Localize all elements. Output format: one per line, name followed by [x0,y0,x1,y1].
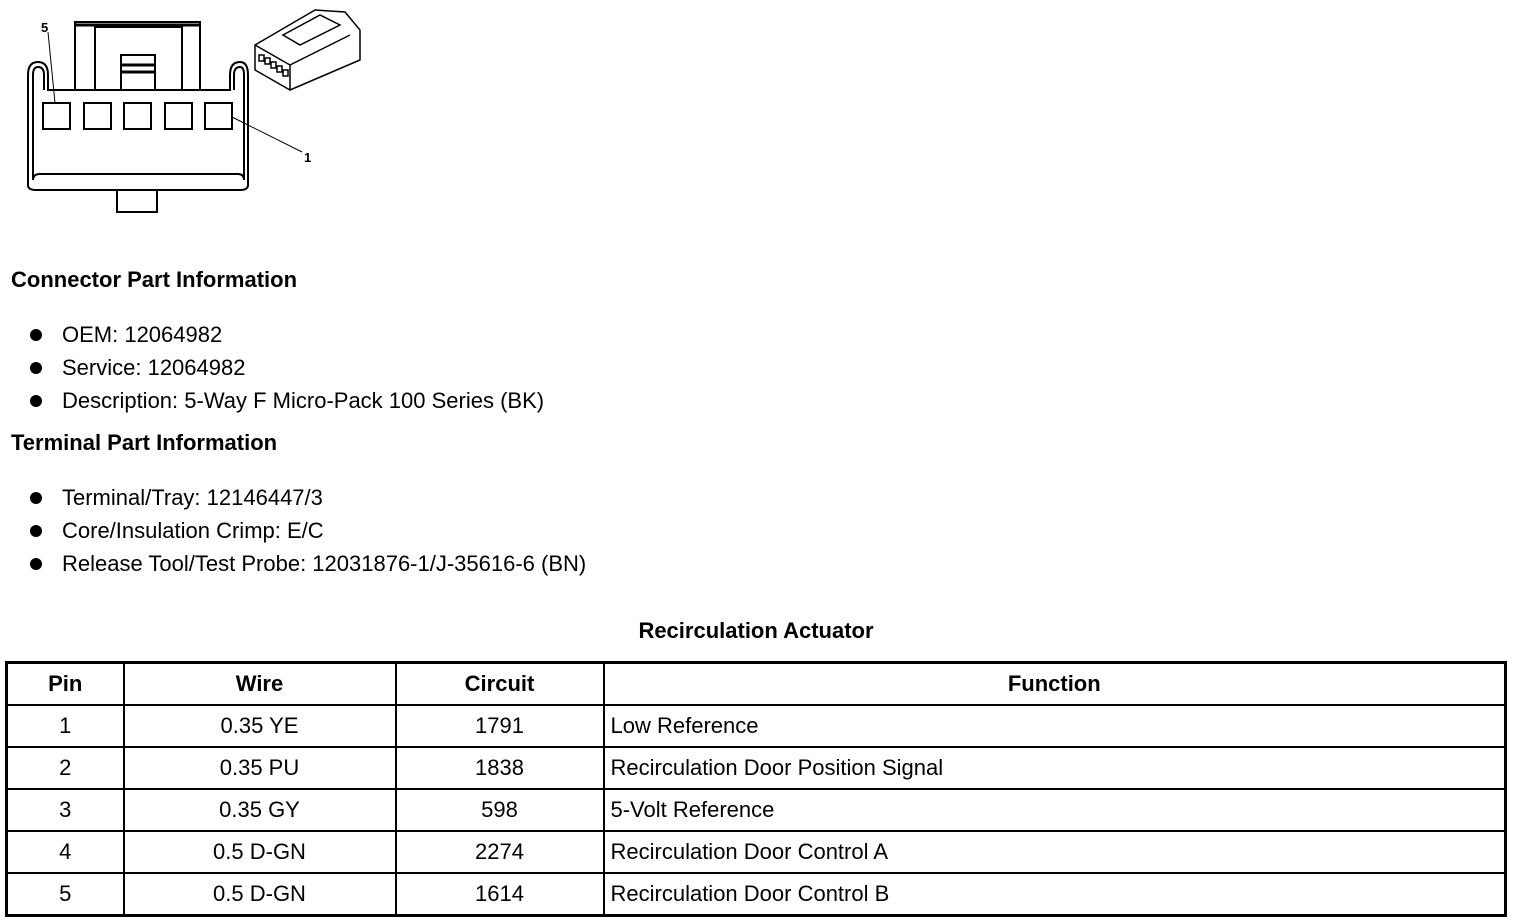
terminal-heading: Terminal Part Information [11,430,278,455]
header-function: Function [604,663,1506,706]
header-pin: Pin [7,663,124,706]
header-circuit: Circuit [396,663,604,706]
list-item: Release Tool/Test Probe: 12031876-1/J-35616-6 (BN) [26,547,586,580]
connector-diagram [0,0,380,220]
table-row [7,873,1506,916]
function-cell: Recirculation Door Control B [604,873,1506,916]
list-item: Description: 5-Way F Micro-Pack 100 Series (BK) [26,384,544,417]
pin-1-label: 1 [304,150,312,165]
list-item: OEM: 12064982 [26,318,544,351]
circuit-cell: 1614 [396,873,604,916]
circuit-cell: 598 [396,789,604,831]
connector-isometric [255,10,360,90]
pin-cell: 1 [7,705,124,747]
list-item: Core/Insulation Crimp: E/C [26,514,586,547]
table-row [7,705,1506,747]
table-row [7,831,1506,873]
function-cell: Recirculation Door Position Signal [604,747,1506,789]
pin-cell: 3 [7,789,124,831]
pin-cell: 4 [7,831,124,873]
terminal-info-list [26,481,586,580]
list-item: Terminal/Tray: 12146447/3 [26,481,586,514]
pinout-table [5,661,1507,917]
pin-cell: 2 [7,747,124,789]
function-cell: Recirculation Door Control A [604,831,1506,873]
wire-cell: 0.35 PU [124,747,396,789]
wire-cell: 0.5 D-GN [124,831,396,873]
function-cell: Low Reference [604,705,1506,747]
connector-heading: Connector Part Information [11,267,298,292]
table-row [7,789,1506,831]
connector-face [28,22,302,212]
function-cell: 5-Volt Reference [604,789,1506,831]
table-title: Recirculation Actuator [638,618,874,643]
pin-cell: 5 [7,873,124,916]
table-row [7,747,1506,789]
circuit-cell: 1791 [396,705,604,747]
table-header-row [7,663,1506,706]
header-wire: Wire [124,663,396,706]
wire-cell: 0.5 D-GN [124,873,396,916]
connector-info-list [26,318,544,417]
circuit-cell: 1838 [396,747,604,789]
circuit-cell: 2274 [396,831,604,873]
wire-cell: 0.35 GY [124,789,396,831]
wire-cell: 0.35 YE [124,705,396,747]
list-item: Service: 12064982 [26,351,544,384]
pin-5-label: 5 [41,20,49,35]
